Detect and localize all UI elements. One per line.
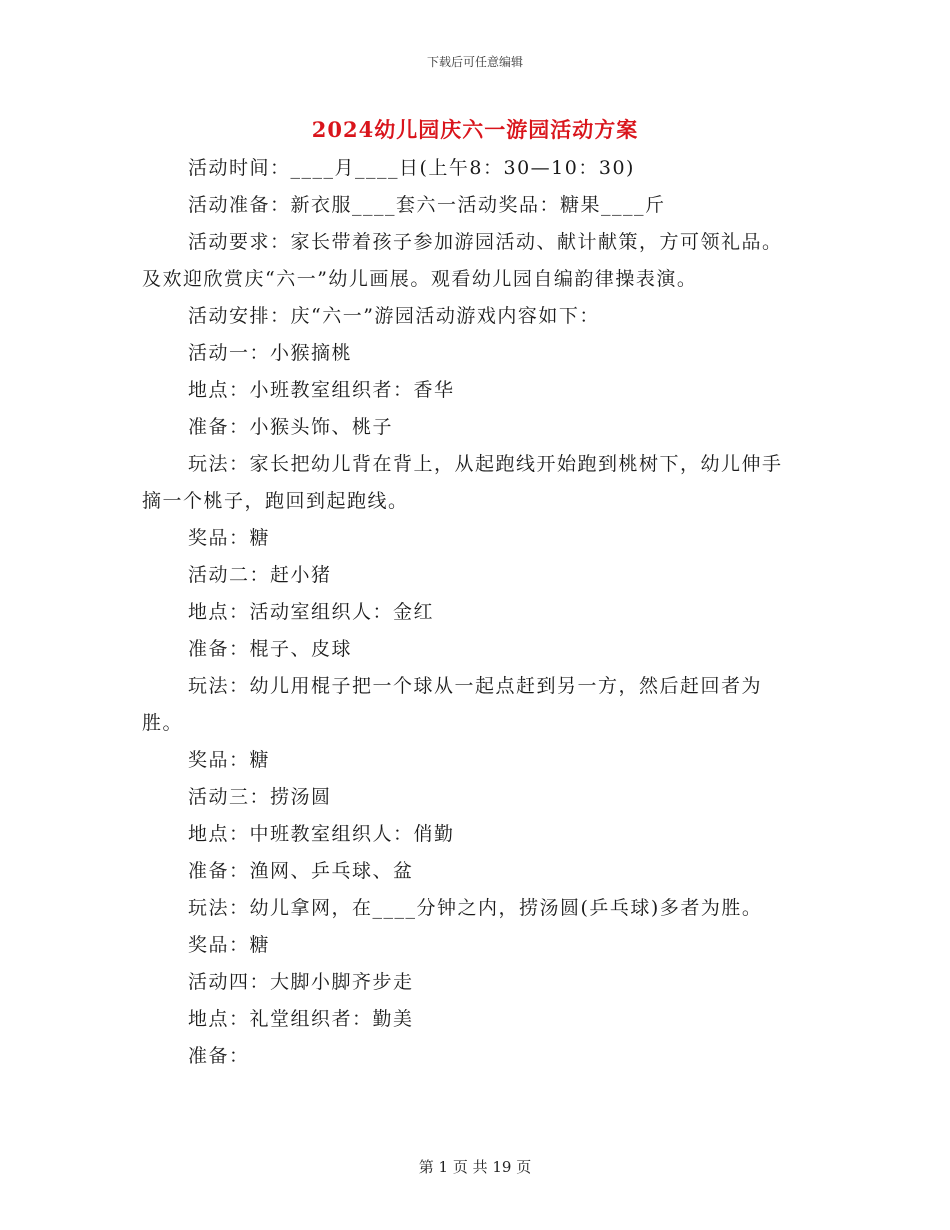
- paragraph-activity-1-title: 活动一：小猴摘桃: [188, 342, 353, 364]
- document-title: 2024幼儿园庆六一游园活动方案: [311, 117, 639, 142]
- paragraph-activity-2-title: 活动二：赶小猪: [188, 564, 332, 586]
- paragraph-activity-time: 活动时间：____月____日(上午8：30—10：30): [188, 157, 635, 179]
- paragraph-activity-2-rules: 玩法：幼儿用棍子把一个球从一起点赶到另一方，然后赶回者为胜。: [142, 675, 763, 734]
- paragraph-activity-2-location: 地点：活动室组织人：金红: [188, 601, 435, 623]
- paragraph-activity-2-prize: 奖品：糖: [188, 749, 271, 771]
- document-body: [142, 150, 802, 1075]
- paragraph-activity-4-preparation: 准备：: [188, 1045, 250, 1067]
- page-number-footer: 第 1 页 共 19 页: [418, 1158, 532, 1176]
- paragraph-activity-1-preparation: 准备：小猴头饰、桃子: [188, 416, 394, 438]
- paragraph-activity-3-rules: 玩法：幼儿拿网，在____分钟之内，捞汤圆(乒乓球)多者为胜。: [188, 897, 763, 919]
- paragraph-activity-preparation: 活动准备：新衣服____套六一活动奖品：糖果____斤: [188, 194, 666, 216]
- paragraph-activity-3-title: 活动三：捞汤圆: [188, 786, 332, 808]
- paragraph-activity-4-location: 地点：礼堂组织者：勤美: [188, 1008, 414, 1030]
- page-header-note: 下载后可任意编辑: [426, 55, 523, 69]
- paragraph-activity-1-rules: 玩法：家长把幼儿背在背上，从起跑线开始跑到桃树下，幼儿伸手摘一个桃子，跑回到起跑线。: [142, 453, 783, 512]
- paragraph-activity-1-location: 地点：小班教室组织者：香华: [188, 379, 455, 401]
- paragraph-activity-arrangement: 活动安排：庆“六一”游园活动游戏内容如下：: [188, 305, 600, 327]
- paragraph-activity-requirements: 活动要求：家长带着孩子参加游园活动、献计献策，方可领礼品。及欢迎欣赏庆“六一”幼儿画展。观看幼儿园自编韵律操表演。: [142, 231, 783, 290]
- paragraph-activity-1-prize: 奖品：糖: [188, 527, 271, 549]
- paragraph-activity-3-prize: 奖品：糖: [188, 934, 271, 956]
- paragraph-activity-3-location: 地点：中班教室组织人：俏勤: [188, 823, 455, 845]
- paragraph-activity-4-title: 活动四：大脚小脚齐步走: [188, 971, 414, 993]
- paragraph-activity-3-preparation: 准备：渔网、乒乓球、盆: [188, 860, 414, 882]
- paragraph-activity-2-preparation: 准备：棍子、皮球: [188, 638, 353, 660]
